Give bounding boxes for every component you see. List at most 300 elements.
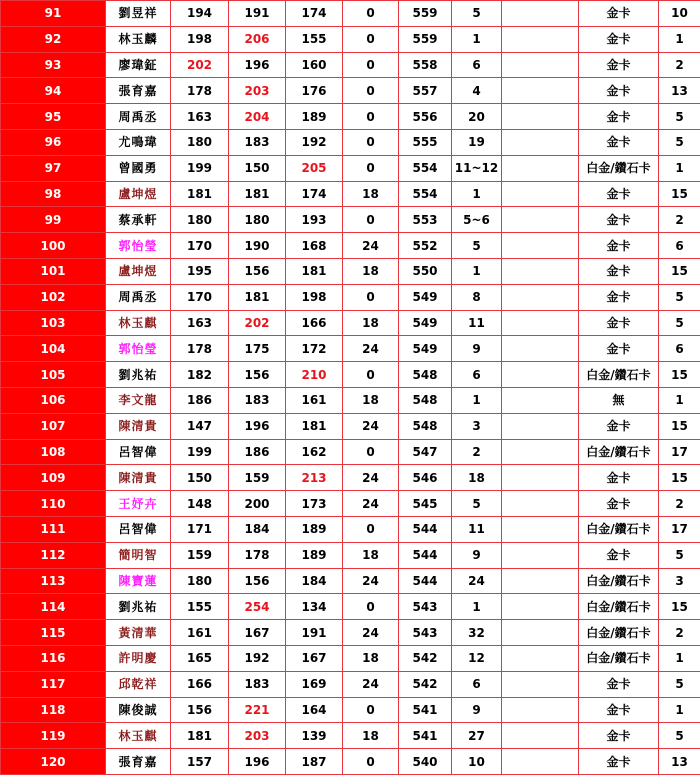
table-row bbox=[1, 336, 700, 362]
count: 5 bbox=[659, 310, 700, 336]
lane-or-frame: 11~12 bbox=[452, 155, 502, 181]
table-row bbox=[1, 387, 700, 413]
game-2-score: 203 bbox=[229, 78, 286, 104]
lane-or-frame: 9 bbox=[452, 542, 502, 568]
game-1-score: 159 bbox=[171, 542, 229, 568]
game-1-score: 171 bbox=[171, 516, 229, 542]
card-type: 金卡 bbox=[579, 52, 659, 78]
card-type: 金卡 bbox=[579, 284, 659, 310]
table-row bbox=[1, 104, 700, 130]
rank-number: 109 bbox=[1, 465, 106, 491]
table-row bbox=[1, 491, 700, 517]
handicap: 0 bbox=[343, 749, 399, 775]
total-score: 544 bbox=[399, 516, 452, 542]
handicap: 0 bbox=[343, 594, 399, 620]
count: 3 bbox=[659, 568, 700, 594]
rank-number: 103 bbox=[1, 310, 106, 336]
total-score: 540 bbox=[399, 749, 452, 775]
total-score: 546 bbox=[399, 465, 452, 491]
total-score: 558 bbox=[399, 52, 452, 78]
card-type: 金卡 bbox=[579, 723, 659, 749]
lane-or-frame: 3 bbox=[452, 413, 502, 439]
total-score: 548 bbox=[399, 362, 452, 388]
game-3-score: 173 bbox=[286, 491, 343, 517]
rank-number: 99 bbox=[1, 207, 106, 233]
total-score: 554 bbox=[399, 155, 452, 181]
ranking-table-body bbox=[1, 1, 700, 775]
table-row bbox=[1, 568, 700, 594]
handicap: 18 bbox=[343, 387, 399, 413]
card-type: 金卡 bbox=[579, 336, 659, 362]
game-2-score: 184 bbox=[229, 516, 286, 542]
blank-cell bbox=[502, 439, 579, 465]
total-score: 549 bbox=[399, 336, 452, 362]
game-3-score: 167 bbox=[286, 645, 343, 671]
game-3-score: 193 bbox=[286, 207, 343, 233]
card-type: 金卡 bbox=[579, 181, 659, 207]
count: 5 bbox=[659, 104, 700, 130]
player-name: 陳清貴 bbox=[106, 465, 171, 491]
count: 1 bbox=[659, 645, 700, 671]
card-type: 金卡 bbox=[579, 671, 659, 697]
game-1-score: 199 bbox=[171, 439, 229, 465]
game-1-score: 178 bbox=[171, 336, 229, 362]
rank-number: 117 bbox=[1, 671, 106, 697]
handicap: 0 bbox=[343, 52, 399, 78]
handicap: 24 bbox=[343, 336, 399, 362]
rank-number: 114 bbox=[1, 594, 106, 620]
lane-or-frame: 1 bbox=[452, 181, 502, 207]
total-score: 559 bbox=[399, 26, 452, 52]
rank-number: 106 bbox=[1, 387, 106, 413]
count: 2 bbox=[659, 620, 700, 646]
game-1-score: 163 bbox=[171, 310, 229, 336]
game-1-score: 181 bbox=[171, 723, 229, 749]
game-2-score: 191 bbox=[229, 1, 286, 27]
rank-number: 96 bbox=[1, 129, 106, 155]
game-3-score: 160 bbox=[286, 52, 343, 78]
lane-or-frame: 18 bbox=[452, 465, 502, 491]
total-score: 556 bbox=[399, 104, 452, 130]
blank-cell bbox=[502, 1, 579, 27]
game-2-score: 180 bbox=[229, 207, 286, 233]
blank-cell bbox=[502, 104, 579, 130]
total-score: 557 bbox=[399, 78, 452, 104]
table-row bbox=[1, 671, 700, 697]
rank-number: 104 bbox=[1, 336, 106, 362]
rank-number: 112 bbox=[1, 542, 106, 568]
game-3-score: 139 bbox=[286, 723, 343, 749]
game-1-score: 147 bbox=[171, 413, 229, 439]
table-row bbox=[1, 439, 700, 465]
total-score: 541 bbox=[399, 697, 452, 723]
handicap: 0 bbox=[343, 284, 399, 310]
player-name: 劉昱祥 bbox=[106, 1, 171, 27]
handicap: 0 bbox=[343, 78, 399, 104]
count: 2 bbox=[659, 491, 700, 517]
lane-or-frame: 2 bbox=[452, 439, 502, 465]
player-name: 呂智偉 bbox=[106, 439, 171, 465]
game-1-score: 148 bbox=[171, 491, 229, 517]
game-2-score: 181 bbox=[229, 181, 286, 207]
blank-cell bbox=[502, 284, 579, 310]
game-3-score: 205 bbox=[286, 155, 343, 181]
card-type: 金卡 bbox=[579, 78, 659, 104]
player-name: 李文龍 bbox=[106, 387, 171, 413]
game-1-score: 163 bbox=[171, 104, 229, 130]
count: 13 bbox=[659, 749, 700, 775]
game-1-score: 178 bbox=[171, 78, 229, 104]
rank-number: 111 bbox=[1, 516, 106, 542]
card-type: 金卡 bbox=[579, 1, 659, 27]
player-name: 周禹丞 bbox=[106, 284, 171, 310]
game-2-score: 175 bbox=[229, 336, 286, 362]
game-2-score: 200 bbox=[229, 491, 286, 517]
game-2-score: 186 bbox=[229, 439, 286, 465]
total-score: 548 bbox=[399, 387, 452, 413]
table-row bbox=[1, 697, 700, 723]
game-1-score: 182 bbox=[171, 362, 229, 388]
game-1-score: 161 bbox=[171, 620, 229, 646]
total-score: 542 bbox=[399, 671, 452, 697]
table-row bbox=[1, 645, 700, 671]
player-name: 黃清華 bbox=[106, 620, 171, 646]
game-1-score: 180 bbox=[171, 207, 229, 233]
card-type: 白金/鑽石卡 bbox=[579, 645, 659, 671]
table-row bbox=[1, 594, 700, 620]
table-row bbox=[1, 207, 700, 233]
table-row bbox=[1, 78, 700, 104]
card-type: 無 bbox=[579, 387, 659, 413]
blank-cell bbox=[502, 491, 579, 517]
game-2-score: 203 bbox=[229, 723, 286, 749]
player-name: 張育嘉 bbox=[106, 749, 171, 775]
game-2-score: 178 bbox=[229, 542, 286, 568]
table-row bbox=[1, 258, 700, 284]
lane-or-frame: 32 bbox=[452, 620, 502, 646]
total-score: 543 bbox=[399, 620, 452, 646]
blank-cell bbox=[502, 129, 579, 155]
game-1-score: 165 bbox=[171, 645, 229, 671]
handicap: 24 bbox=[343, 620, 399, 646]
count: 5 bbox=[659, 129, 700, 155]
count: 15 bbox=[659, 465, 700, 491]
game-2-score: 204 bbox=[229, 104, 286, 130]
table-row bbox=[1, 181, 700, 207]
player-name: 王妤卉 bbox=[106, 491, 171, 517]
game-3-score: 174 bbox=[286, 1, 343, 27]
rank-number: 107 bbox=[1, 413, 106, 439]
game-2-score: 159 bbox=[229, 465, 286, 491]
game-2-score: 196 bbox=[229, 749, 286, 775]
count: 2 bbox=[659, 52, 700, 78]
total-score: 553 bbox=[399, 207, 452, 233]
game-3-score: 189 bbox=[286, 516, 343, 542]
rank-number: 101 bbox=[1, 258, 106, 284]
game-2-score: 192 bbox=[229, 645, 286, 671]
total-score: 545 bbox=[399, 491, 452, 517]
table-row bbox=[1, 26, 700, 52]
blank-cell bbox=[502, 52, 579, 78]
card-type: 白金/鑽石卡 bbox=[579, 516, 659, 542]
total-score: 550 bbox=[399, 258, 452, 284]
count: 17 bbox=[659, 516, 700, 542]
game-1-score: 166 bbox=[171, 671, 229, 697]
game-2-score: 221 bbox=[229, 697, 286, 723]
game-3-score: 161 bbox=[286, 387, 343, 413]
handicap: 0 bbox=[343, 129, 399, 155]
lane-or-frame: 5 bbox=[452, 1, 502, 27]
blank-cell bbox=[502, 233, 579, 259]
handicap: 18 bbox=[343, 258, 399, 284]
game-2-score: 206 bbox=[229, 26, 286, 52]
blank-cell bbox=[502, 78, 579, 104]
game-3-score: 172 bbox=[286, 336, 343, 362]
card-type: 金卡 bbox=[579, 542, 659, 568]
blank-cell bbox=[502, 542, 579, 568]
card-type: 金卡 bbox=[579, 104, 659, 130]
table-row bbox=[1, 129, 700, 155]
count: 1 bbox=[659, 387, 700, 413]
count: 2 bbox=[659, 207, 700, 233]
game-3-score: 162 bbox=[286, 439, 343, 465]
lane-or-frame: 6 bbox=[452, 52, 502, 78]
handicap: 0 bbox=[343, 697, 399, 723]
lane-or-frame: 8 bbox=[452, 284, 502, 310]
rank-number: 113 bbox=[1, 568, 106, 594]
lane-or-frame: 20 bbox=[452, 104, 502, 130]
game-3-score: 191 bbox=[286, 620, 343, 646]
lane-or-frame: 10 bbox=[452, 749, 502, 775]
game-3-score: 184 bbox=[286, 568, 343, 594]
player-name: 許明慶 bbox=[106, 645, 171, 671]
game-3-score: 134 bbox=[286, 594, 343, 620]
rank-number: 120 bbox=[1, 749, 106, 775]
card-type: 白金/鑽石卡 bbox=[579, 439, 659, 465]
game-3-score: 181 bbox=[286, 258, 343, 284]
total-score: 547 bbox=[399, 439, 452, 465]
card-type: 金卡 bbox=[579, 749, 659, 775]
table-row bbox=[1, 155, 700, 181]
handicap: 0 bbox=[343, 26, 399, 52]
game-3-score: 174 bbox=[286, 181, 343, 207]
lane-or-frame: 1 bbox=[452, 387, 502, 413]
card-type: 白金/鑽石卡 bbox=[579, 362, 659, 388]
game-1-score: 155 bbox=[171, 594, 229, 620]
player-name: 張育嘉 bbox=[106, 78, 171, 104]
handicap: 0 bbox=[343, 155, 399, 181]
lane-or-frame: 1 bbox=[452, 594, 502, 620]
card-type: 金卡 bbox=[579, 26, 659, 52]
table-row bbox=[1, 310, 700, 336]
rank-number: 119 bbox=[1, 723, 106, 749]
blank-cell bbox=[502, 310, 579, 336]
blank-cell bbox=[502, 336, 579, 362]
lane-or-frame: 11 bbox=[452, 516, 502, 542]
handicap: 24 bbox=[343, 491, 399, 517]
handicap: 0 bbox=[343, 207, 399, 233]
table-row bbox=[1, 362, 700, 388]
lane-or-frame: 12 bbox=[452, 645, 502, 671]
game-1-score: 195 bbox=[171, 258, 229, 284]
lane-or-frame: 27 bbox=[452, 723, 502, 749]
handicap: 18 bbox=[343, 310, 399, 336]
handicap: 0 bbox=[343, 516, 399, 542]
game-2-score: 167 bbox=[229, 620, 286, 646]
lane-or-frame: 1 bbox=[452, 258, 502, 284]
player-name: 簡明智 bbox=[106, 542, 171, 568]
blank-cell bbox=[502, 516, 579, 542]
card-type: 金卡 bbox=[579, 258, 659, 284]
handicap: 24 bbox=[343, 568, 399, 594]
game-1-score: 170 bbox=[171, 233, 229, 259]
game-1-score: 198 bbox=[171, 26, 229, 52]
total-score: 548 bbox=[399, 413, 452, 439]
blank-cell bbox=[502, 26, 579, 52]
table-row bbox=[1, 1, 700, 27]
lane-or-frame: 19 bbox=[452, 129, 502, 155]
blank-cell bbox=[502, 181, 579, 207]
handicap: 0 bbox=[343, 362, 399, 388]
card-type: 白金/鑽石卡 bbox=[579, 568, 659, 594]
game-1-score: 157 bbox=[171, 749, 229, 775]
card-type: 金卡 bbox=[579, 491, 659, 517]
handicap: 18 bbox=[343, 542, 399, 568]
handicap: 24 bbox=[343, 413, 399, 439]
table-row bbox=[1, 516, 700, 542]
game-1-score: 186 bbox=[171, 387, 229, 413]
rank-number: 93 bbox=[1, 52, 106, 78]
blank-cell bbox=[502, 645, 579, 671]
player-name: 劉兆祐 bbox=[106, 594, 171, 620]
rank-number: 100 bbox=[1, 233, 106, 259]
blank-cell bbox=[502, 620, 579, 646]
card-type: 白金/鑽石卡 bbox=[579, 594, 659, 620]
count: 5 bbox=[659, 671, 700, 697]
rank-number: 110 bbox=[1, 491, 106, 517]
player-name: 郭怡瑩 bbox=[106, 233, 171, 259]
lane-or-frame: 9 bbox=[452, 697, 502, 723]
player-name: 邱乾祥 bbox=[106, 671, 171, 697]
lane-or-frame: 6 bbox=[452, 362, 502, 388]
total-score: 552 bbox=[399, 233, 452, 259]
table-row bbox=[1, 542, 700, 568]
game-3-score: 210 bbox=[286, 362, 343, 388]
total-score: 549 bbox=[399, 310, 452, 336]
handicap: 0 bbox=[343, 104, 399, 130]
game-3-score: 169 bbox=[286, 671, 343, 697]
card-type: 白金/鑽石卡 bbox=[579, 620, 659, 646]
table-row bbox=[1, 233, 700, 259]
lane-or-frame: 5 bbox=[452, 233, 502, 259]
handicap: 0 bbox=[343, 1, 399, 27]
count: 5 bbox=[659, 542, 700, 568]
player-name: 林玉麒 bbox=[106, 310, 171, 336]
count: 17 bbox=[659, 439, 700, 465]
handicap: 0 bbox=[343, 439, 399, 465]
rank-number: 98 bbox=[1, 181, 106, 207]
game-2-score: 254 bbox=[229, 594, 286, 620]
count: 6 bbox=[659, 233, 700, 259]
blank-cell bbox=[502, 207, 579, 233]
count: 15 bbox=[659, 258, 700, 284]
rank-number: 94 bbox=[1, 78, 106, 104]
game-1-score: 181 bbox=[171, 181, 229, 207]
card-type: 金卡 bbox=[579, 129, 659, 155]
player-name: 廖瑋鉦 bbox=[106, 52, 171, 78]
game-3-score: 213 bbox=[286, 465, 343, 491]
game-1-score: 170 bbox=[171, 284, 229, 310]
total-score: 559 bbox=[399, 1, 452, 27]
game-3-score: 192 bbox=[286, 129, 343, 155]
player-name: 林玉麟 bbox=[106, 26, 171, 52]
count: 1 bbox=[659, 26, 700, 52]
table-row bbox=[1, 284, 700, 310]
player-name: 林玉麒 bbox=[106, 723, 171, 749]
game-3-score: 168 bbox=[286, 233, 343, 259]
player-name: 陳寶蓮 bbox=[106, 568, 171, 594]
player-name: 盧坤煜 bbox=[106, 258, 171, 284]
rank-number: 115 bbox=[1, 620, 106, 646]
count: 10 bbox=[659, 1, 700, 27]
blank-cell bbox=[502, 258, 579, 284]
game-2-score: 156 bbox=[229, 568, 286, 594]
card-type: 金卡 bbox=[579, 207, 659, 233]
blank-cell bbox=[502, 568, 579, 594]
game-3-score: 189 bbox=[286, 542, 343, 568]
game-3-score: 181 bbox=[286, 413, 343, 439]
game-2-score: 183 bbox=[229, 671, 286, 697]
blank-cell bbox=[502, 387, 579, 413]
lane-or-frame: 5~6 bbox=[452, 207, 502, 233]
game-3-score: 198 bbox=[286, 284, 343, 310]
rank-number: 118 bbox=[1, 697, 106, 723]
game-1-score: 202 bbox=[171, 52, 229, 78]
card-type: 金卡 bbox=[579, 233, 659, 259]
game-1-score: 156 bbox=[171, 697, 229, 723]
card-type: 金卡 bbox=[579, 413, 659, 439]
game-2-score: 196 bbox=[229, 413, 286, 439]
blank-cell bbox=[502, 697, 579, 723]
handicap: 24 bbox=[343, 233, 399, 259]
game-1-score: 199 bbox=[171, 155, 229, 181]
card-type: 白金/鑽石卡 bbox=[579, 155, 659, 181]
total-score: 555 bbox=[399, 129, 452, 155]
player-name: 蔡承軒 bbox=[106, 207, 171, 233]
game-2-score: 181 bbox=[229, 284, 286, 310]
total-score: 541 bbox=[399, 723, 452, 749]
lane-or-frame: 9 bbox=[452, 336, 502, 362]
game-2-score: 183 bbox=[229, 129, 286, 155]
player-name: 周禹丞 bbox=[106, 104, 171, 130]
total-score: 542 bbox=[399, 645, 452, 671]
blank-cell bbox=[502, 362, 579, 388]
game-2-score: 202 bbox=[229, 310, 286, 336]
blank-cell bbox=[502, 723, 579, 749]
lane-or-frame: 1 bbox=[452, 26, 502, 52]
player-name: 盧坤煜 bbox=[106, 181, 171, 207]
game-3-score: 189 bbox=[286, 104, 343, 130]
game-3-score: 176 bbox=[286, 78, 343, 104]
game-2-score: 156 bbox=[229, 362, 286, 388]
blank-cell bbox=[502, 671, 579, 697]
rank-number: 116 bbox=[1, 645, 106, 671]
card-type: 金卡 bbox=[579, 465, 659, 491]
game-1-score: 150 bbox=[171, 465, 229, 491]
game-2-score: 196 bbox=[229, 52, 286, 78]
total-score: 549 bbox=[399, 284, 452, 310]
game-1-score: 180 bbox=[171, 129, 229, 155]
